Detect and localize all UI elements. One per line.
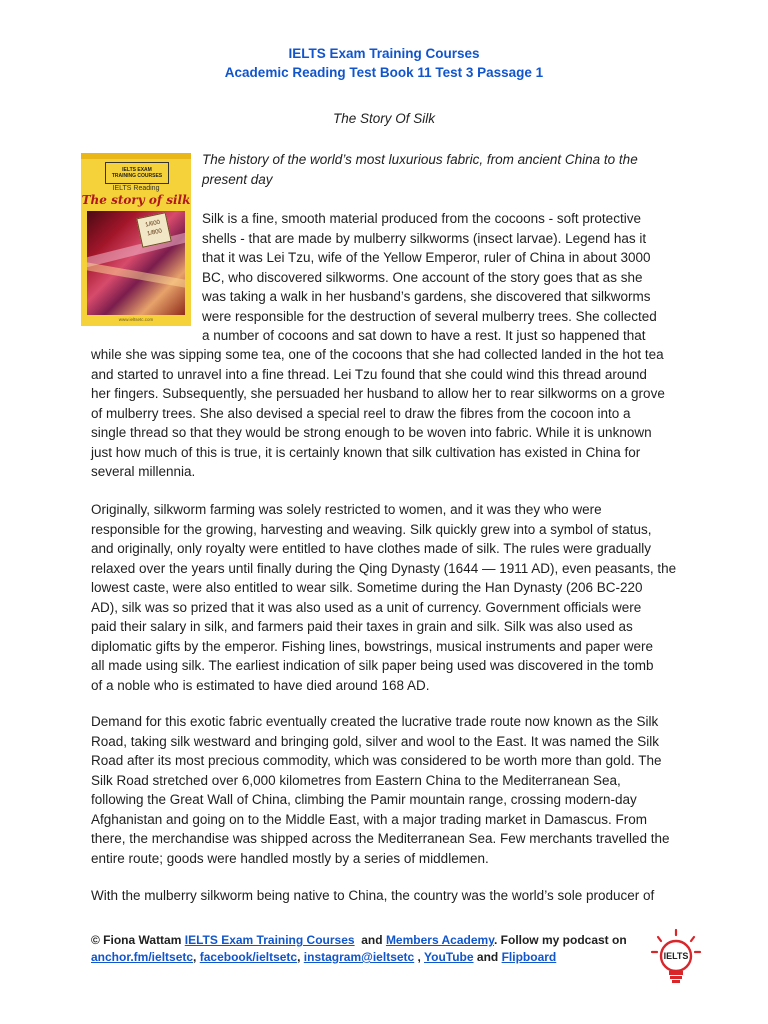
price-tag [136,212,172,248]
link-anchor[interactable]: anchor.fm/ieltsetc [91,950,194,964]
cover-subtitle: IELTS Reading [112,185,160,192]
footer-and: and [476,950,499,964]
book-cover-image [81,153,191,326]
cover-badge-line-1: IELTS EXAM [122,167,152,173]
text-line: single thread so that they would be strong enough to be woven into fabric. While it is unknown [91,425,652,440]
cover-badge-line-2: TRAINING COURSES [111,173,163,179]
header-line-2: Academic Reading Test Book 11 Test 3 Passage 1 [224,65,544,80]
paragraph-1-wrapped [202,209,672,346]
text-line: were responsible for the destruction of several mulberry trees. She collected [202,308,657,324]
text-line: Afghanistan and going on to the Middle East, with a major trading market in Damascus. From [91,811,648,827]
text-line: diplomatic gifts by the emperor. Fishing lines, bowstrings, musical instruments and paper were [91,638,654,654]
text-line: AD), silk was so prized that it was also used as a unit of currency. Government officials were [91,599,642,615]
paragraph-3 [91,712,691,868]
subtitle-line: present day [202,171,273,187]
cover-top-bar [81,153,191,159]
cover-badge [105,162,169,184]
footer-comma: , [297,950,301,964]
text-line: was taking a walk in her husband’s gardens, she discovered that silkworms [202,289,651,304]
paragraph-2 [91,500,691,695]
text-line: Road, taking silk westward and bringing gold, silver and wool to the East. It was named the Silk [91,733,660,749]
text-line: there, the merchandise was shipped across the Mediterranean Sea. Few merchants travelled the [91,831,670,846]
link-youtube[interactable]: YouTube [424,950,474,964]
footer-comma: , [414,950,421,964]
text-line: lowest caste, were also entitled to wear silk. Sometime during the Han Dynasty (206 BC-220 [91,580,643,595]
passage-title: The Story Of Silk [332,111,436,126]
link-flipboard[interactable]: Flipboard [501,950,557,964]
link-ielts-exam-training-courses[interactable]: IELTS Exam Training Courses [184,933,355,947]
paragraph-4 [91,886,691,906]
text-line: Silk is a fine, smooth material produced from the cocoons - soft protective [202,211,641,226]
text-line: a number of cocoons and sat down to have a rest. It just so happened that [202,328,646,343]
text-line: and originally, only royalty were entitled to have clothes made of silk. The rules were gradually [91,541,652,556]
text-line: of a noble who is estimated to have died around 168 AD. [91,677,430,693]
text-line: Demand for this exotic fabric eventually created the lucrative trade route now known as the Silk [91,714,659,729]
text-line: Road after its most precious commodity, which was considered to be worth more than gold. The [91,753,662,768]
footer-line-1 [91,932,651,949]
text-line: Silk Road stretched over 6,000 kilometres from Eastern China to the Mediterranean Sea, [91,772,621,788]
text-line: responsible for the growing, harvesting and weaving. Silk quickly grew into a symbol of status, [91,521,652,537]
ielts-lightbulb-logo-icon [650,928,702,990]
text-line: and started to unravel into a fine thread. Lei Tzu found that she could wind this thread around [91,366,647,382]
copyright-text: © Fiona Wattam [91,933,182,947]
subtitle-line: The history of the world’s most luxurious fabric, from ancient China to the [202,152,638,167]
text-line: that it was Lei Tzu, wife of the Yellow Emperor, ruler of China in about 3000 [202,250,651,265]
text-line: several millennia. [91,464,196,479]
footer-and: and [361,933,383,947]
link-instagram[interactable]: instagram@ieltsetc [303,950,415,964]
passage-subtitle [202,150,682,189]
text-line: shells - that are made by mulberry silkworms (insect larvae). Legend has it [202,230,647,246]
text-line: her fingers. Subsequently, she persuaded her husband to allow her to rear silkworms on a grove [91,386,665,401]
podcast-text: . Follow my podcast on [493,933,627,947]
logo-text: IELTS [663,951,689,961]
text-line: following the Great Wall of China, climbing the Pamir mountain range, crossing modern-day [91,792,637,807]
text-line: With the mulberry silkworm being native to China, the country was the world’s sole producer of [91,888,655,903]
cover-url: www.ieltsetc.com [118,317,154,322]
document-header [0,44,768,82]
text-line: relaxed over the years until finally during the Qing Dynasty (1644 — 1911 AD), even peasants, the [91,560,677,576]
footer-comma: , [193,950,197,964]
page-footer [91,932,651,966]
paragraph-1-continued [91,345,691,482]
header-line-1: IELTS Exam Training Courses [288,46,480,61]
text-line: while she was sipping some tea, one of the cocoons that she had collected landed in the hot tea [91,347,664,362]
text-line: BC, who discovered silkworms. One account of the story goes that as she [202,269,643,285]
text-line: all made using silk. The earliest indication of silk paper being used was discovered in the tomb [91,658,654,673]
link-facebook[interactable]: facebook/ieltsetc [199,950,298,964]
footer-line-2 [91,949,651,966]
text-line: paid their salary in silk, and farmers paid their taxes in grain and silk. Silk was also used as [91,619,633,634]
link-members-academy[interactable]: Members Academy [385,933,494,947]
price-tag-line-1: 1/600 [144,219,161,229]
price-tag-line-2: 1/800 [146,228,163,238]
text-line: just how much of this is true, it is certainly known that silk cultivation has existed in China for [91,444,641,460]
text-line: Originally, silkworm farming was solely restricted to women, and it was they who were [91,502,602,517]
cover-script-title: The story of silk [81,193,191,207]
text-line: of mulberry trees. She also devised a special reel to draw the fibres from the cocoon into a [91,405,631,421]
text-line: entire route; goods were handled mostly by a series of middlemen. [91,850,489,866]
